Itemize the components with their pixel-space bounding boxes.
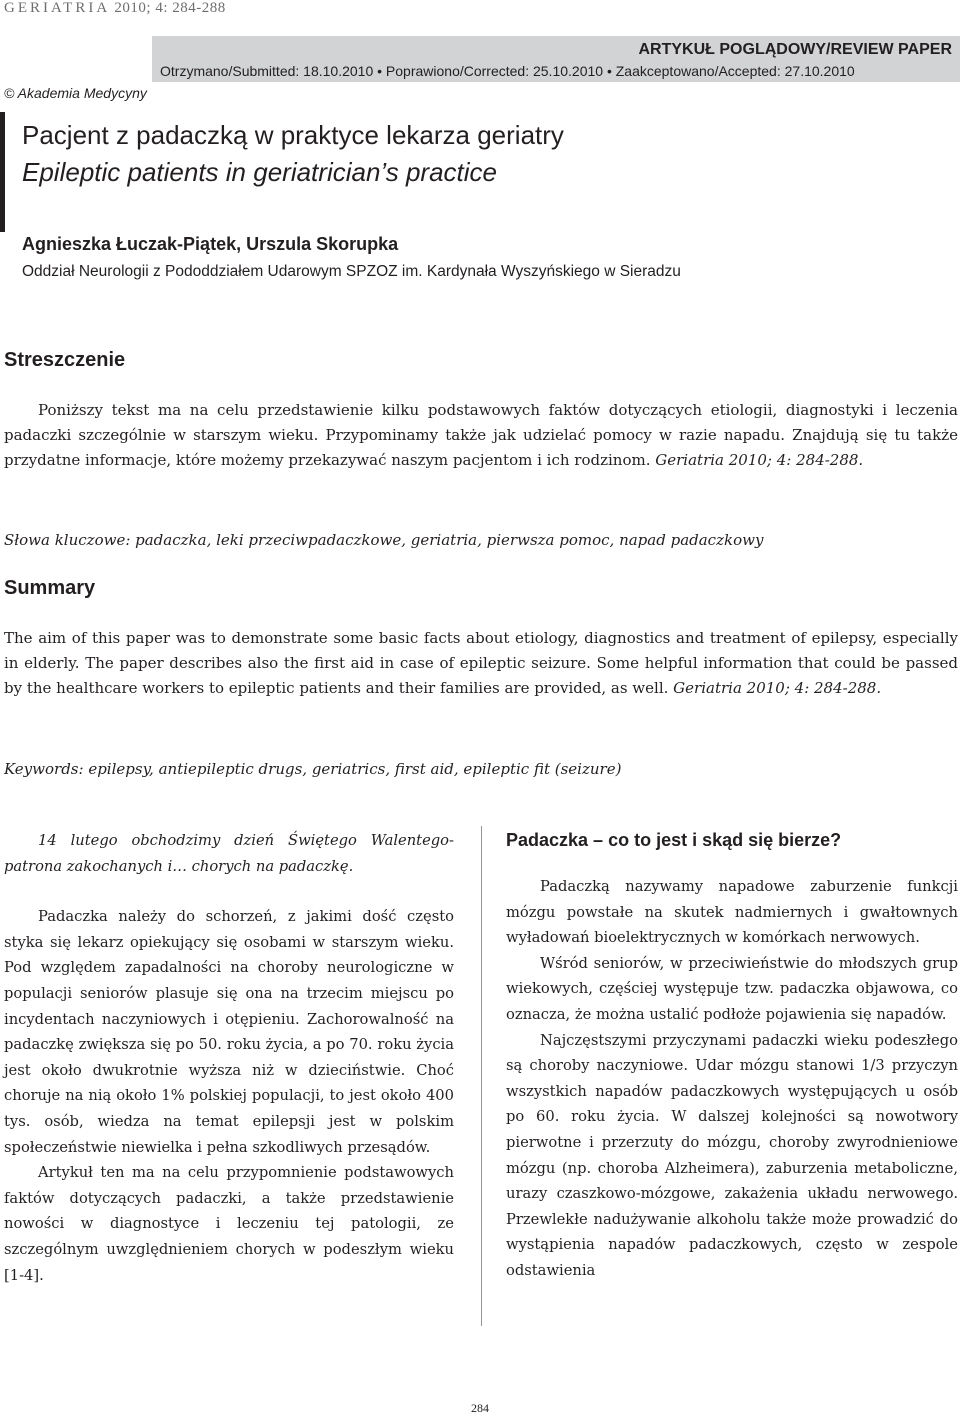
abstract-en-heading: Summary — [4, 577, 96, 599]
section-heading: Padaczka – co to jest i skąd się bierze? — [506, 830, 842, 850]
column-divider — [481, 826, 482, 1326]
body-column-left — [4, 828, 454, 1288]
keywords-en: Keywords: epilepsy, antiepileptic drugs, geriatrics, first aid, epileptic fit (seizure) — [4, 760, 622, 778]
body-paragraph: Wśród seniorów, w przeciwieństwie do młodszych grup wiekowych, częściej występuje tzw. padaczka objawowa, co oznacza, że można ustalić podłoże pojawienia się napadów. — [506, 954, 958, 1023]
body-paragraph: Artykuł ten ma na celu przypomnienie podstawowych faktów dotyczących padaczki, a także przedstawienie nowości w diagnostyce i leczeniu tej patologii, ze szczególnym uwzględnieniem chorych w podeszłym wieku [1-4]. — [4, 1164, 454, 1284]
abstract-pl — [4, 398, 958, 473]
title-accent-bar — [0, 112, 5, 232]
body-paragraph: Najczęstszymi przyczynami padaczki wieku podeszłego są choroby naczyniowe. Udar mózgu stanowi 1/3 przyczyn wszystkich napadów padaczkowych występujących u osób po 60. roku życia. W dalszej kolejności są nowotwory pierwotne i przerzuty do mózgu, choroby zwyrodnieniowe mózgu (np. choroba Alzheimera), zaburzenia metaboliczne, urazy czaszkowo-mózgowe, zakażenia układu nerwowego. Przewlekłe nadużywanie alkoholu także może prowadzić do wystąpienia napadów padaczkowych, często w zespole odstawienia — [506, 1031, 958, 1279]
journal-issue: 2010; 4: 284-288 — [114, 0, 226, 16]
authors: Agnieszka Łuczak-Piątek, Urszula Skorupka — [22, 234, 399, 254]
body-paragraph: Padaczka należy do schorzeń, z jakimi dość często styka się lekarz opiekujący się osobami w starszym wieku. Pod względem zapadalności na choroby neurologiczne w populacji seniorów plasuje się ona na trzecim miejscu po incydentach naczyniowych i otępieniu. Zachorowalność na padaczkę zwiększa się po 50. roku życia, a po 70. roku życia jest około dwukrotnie wyższa niż w dzieciństwie. Choć choruje na nią około 1% polskiej populacji, to jest około 400 tys. osób, wiedza na temat epilepsji jest w polskim społeczeństwie niewielka i pełna szkodliwych przesądów. — [4, 908, 454, 1156]
journal-header — [4, 0, 226, 17]
abstract-pl-text: Poniższy tekst ma na celu przedstawienie kilku podstawowych faktów dotyczących etiologii, diagnostyki i leczenia padaczki szczególnie w starszym wieku. Przypominamy także jak udzielać pomocy w razie napadu. Znajdują się tu także przydatne informacje, które możemy przekazywać naszym pacjentom i ich rodzinom. — [4, 401, 958, 469]
abstract-pl-heading: Streszczenie — [4, 349, 126, 371]
opening-quote: 14 lutego obchodzimy dzień Świętego Walentego-patrona zakochanych i… chorych na padaczkę. — [4, 832, 454, 875]
keywords-pl: Słowa kluczowe: padaczka, leki przeciwpadaczkowe, geriatria, pierwsza pomoc, napad padaczkowy — [4, 531, 764, 549]
submission-dates: Otrzymano/Submitted: 18.10.2010 • Poprawiono/Corrected: 25.10.2010 • Zaakceptowano/Accepted: 27.10.2010 — [160, 63, 855, 79]
page-number: 284 — [471, 1401, 489, 1415]
body-column-right — [506, 828, 958, 1284]
title-polish: Pacjent z padaczką w praktyce lekarza geriatry — [22, 120, 564, 150]
title-english: Epileptic patients in geriatrician’s practice — [22, 157, 497, 187]
journal-name: GERIATRIA — [4, 0, 111, 16]
article-info-band — [152, 36, 960, 82]
abstract-pl-citation: Geriatria 2010; 4: 284-288. — [655, 451, 864, 469]
abstract-en-citation: Geriatria 2010; 4: 284-288. — [673, 679, 882, 697]
abstract-en-text: The aim of this paper was to demonstrate some basic facts about etiology, diagnostics and treatment of epilepsy, especially in elderly. The paper describes also the first aid in case of epileptic seizure. Some helpful information that could be passed by the healthcare workers to epileptic patients and their families are provided, as well. — [4, 629, 958, 697]
article-type: ARTYKUŁ POGLĄDOWY/REVIEW PAPER — [638, 41, 952, 58]
copyright-notice: © Akademia Medycyny — [4, 85, 147, 101]
affiliation: Oddział Neurologii z Pododdziałem Udarowym SPZOZ im. Kardynała Wyszyńskiego w Sieradzu — [22, 263, 681, 280]
body-paragraph: Padaczką nazywamy napadowe zaburzenie funkcji mózgu powstałe na skutek nadmiernych i gwałtownych wyładowań bioelektrycznych w komórkach nerwowych. — [506, 878, 958, 947]
abstract-en — [4, 626, 958, 701]
